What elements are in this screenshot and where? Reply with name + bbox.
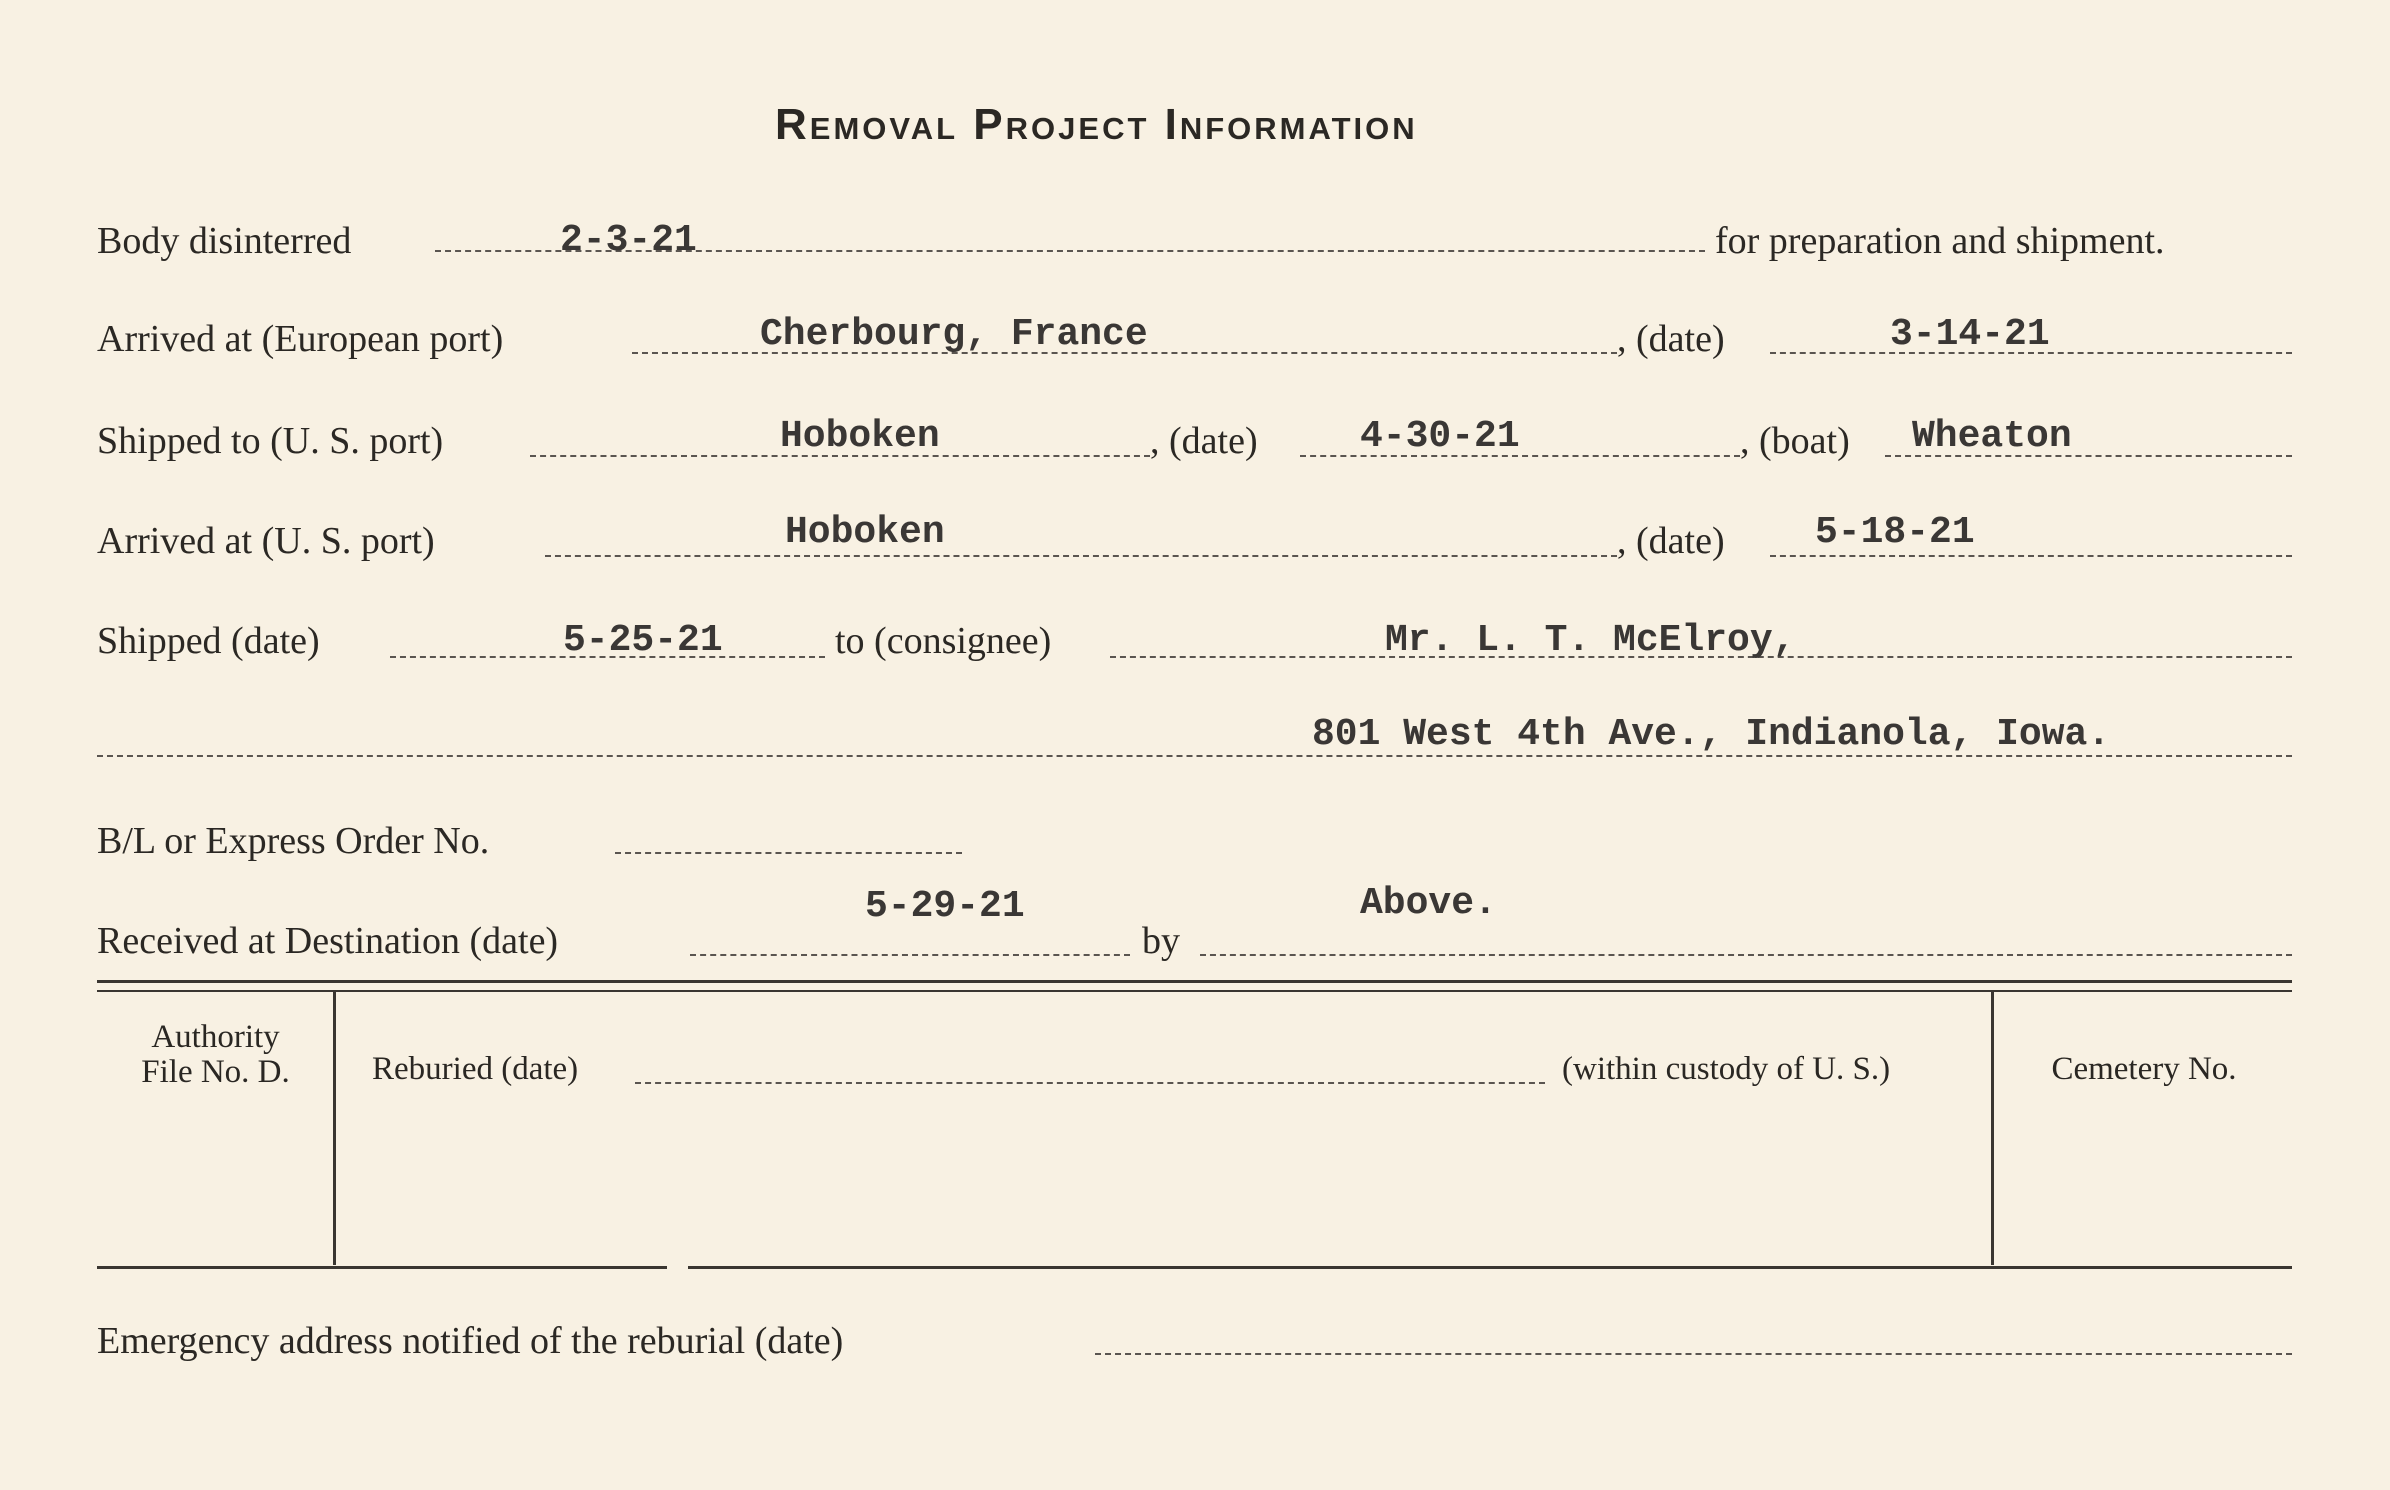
emergency-address-line bbox=[1095, 1353, 2292, 1355]
european-port-value: Cherbourg, France bbox=[760, 313, 1148, 356]
shipped-date-label: Shipped (date) bbox=[97, 620, 320, 662]
shipped-date: 5-25-21 bbox=[563, 619, 723, 662]
custody-label: (within custody of U. S.) bbox=[1562, 1051, 1891, 1087]
reburied-date-label: Reburied (date) bbox=[372, 1051, 579, 1087]
shipped-us-date: 4-30-21 bbox=[1360, 415, 1520, 458]
received-by: Above. bbox=[1360, 882, 1497, 925]
arrived-us-port-line bbox=[545, 555, 1617, 557]
boat-label: , (boat) bbox=[1740, 420, 1850, 462]
arrived-us-date: 5-18-21 bbox=[1815, 511, 1975, 554]
arrived-us-date-label: , (date) bbox=[1617, 520, 1725, 562]
body-disinterred-label: Body disinterred bbox=[97, 220, 352, 262]
arrived-us-port-value: Hoboken bbox=[785, 511, 945, 554]
table-top-rule-2 bbox=[97, 990, 2292, 992]
consignee-label: to (consignee) bbox=[835, 620, 1052, 662]
reburied-date-line bbox=[635, 1082, 1545, 1084]
bl-express-order-label: B/L or Express Order No. bbox=[97, 820, 490, 862]
emergency-address-label: Emergency address notified of the reburial (date) bbox=[97, 1320, 844, 1362]
table-divider-right bbox=[1991, 990, 1994, 1265]
received-destination-label: Received at Destination (date) bbox=[97, 920, 559, 962]
table-bottom-rule-right bbox=[688, 1266, 2292, 1269]
bl-express-order-line bbox=[615, 852, 962, 854]
table-bottom-rule-left bbox=[97, 1266, 667, 1269]
boat-name: Wheaton bbox=[1912, 415, 2072, 458]
arrived-us-date-line bbox=[1770, 555, 2292, 557]
authority-file-label bbox=[108, 1020, 323, 1089]
consignee-name: Mr. L. T. McElroy, bbox=[1385, 619, 1796, 662]
preparation-shipment-label: for preparation and shipment. bbox=[1715, 220, 2165, 262]
card-title: Removal Project Information bbox=[775, 100, 1418, 149]
arrived-european-date: 3-14-21 bbox=[1890, 313, 2050, 356]
shipped-us-date-label: , (date) bbox=[1150, 420, 1258, 462]
received-date-line bbox=[690, 954, 1130, 956]
shipped-us-port-value: Hoboken bbox=[780, 415, 940, 458]
arrived-european-port-label: Arrived at (European port) bbox=[97, 318, 504, 360]
body-disinterred-date: 2-3-21 bbox=[560, 219, 697, 262]
arrived-us-port-label: Arrived at (U. S. port) bbox=[97, 520, 435, 562]
received-date: 5-29-21 bbox=[865, 885, 1025, 928]
table-top-rule-1 bbox=[97, 980, 2292, 983]
arrived-european-date-label: , (date) bbox=[1617, 318, 1725, 360]
table-divider-left bbox=[333, 990, 336, 1265]
authority-label-line1: Authority bbox=[151, 1019, 280, 1055]
received-by-label: by bbox=[1142, 920, 1180, 962]
shipped-us-port-label: Shipped to (U. S. port) bbox=[97, 420, 444, 462]
cemetery-no-label: Cemetery No. bbox=[2051, 1051, 2237, 1087]
authority-label-line2: File No. D. bbox=[141, 1053, 290, 1090]
consignee-address: 801 West 4th Ave., Indianola, Iowa. bbox=[1312, 713, 2111, 756]
received-by-line bbox=[1200, 954, 2292, 956]
